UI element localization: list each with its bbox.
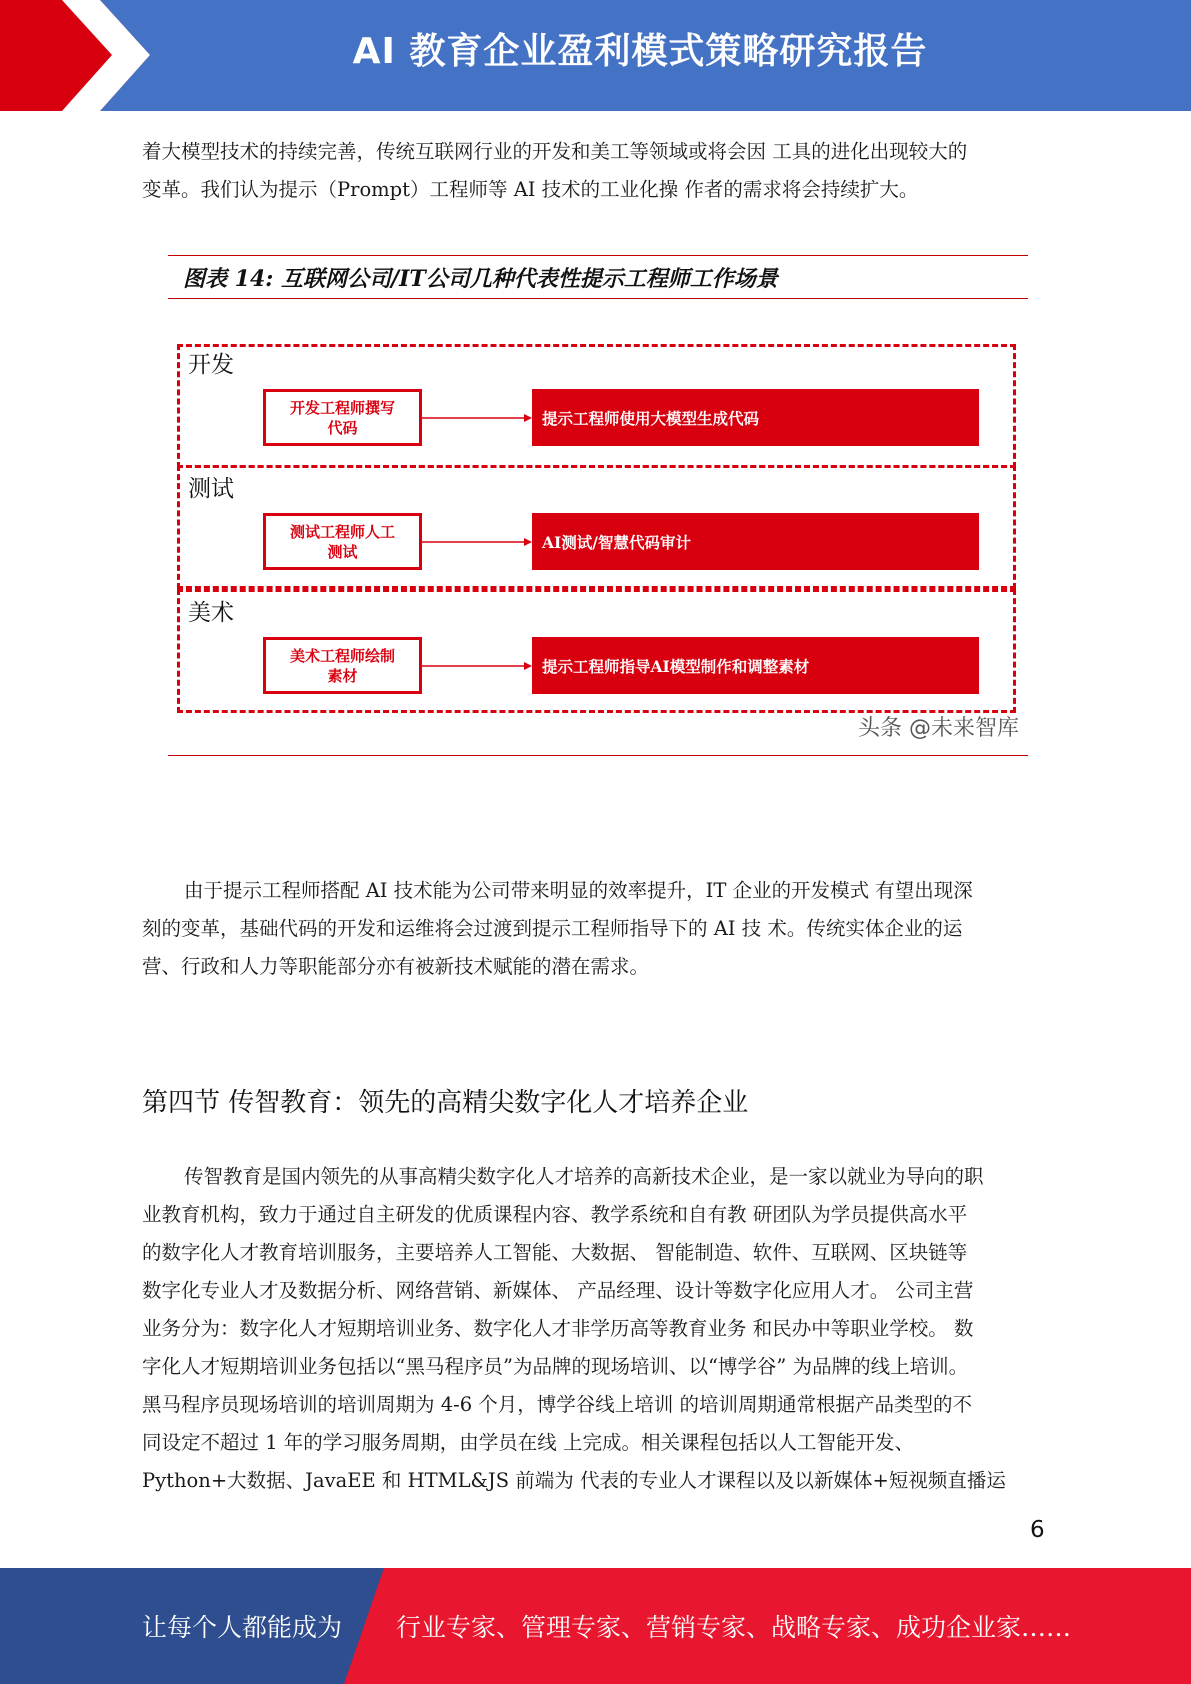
paragraph-line: 由于提示工程师搭配 AI 技术能为公司带来明显的效率提升，IT 企业的开发模式 有望出现深 [184,879,973,902]
report-title: AI 教育企业盈利模式策略研究报告 [352,31,928,72]
figure-bottom-rule [168,755,1028,756]
test-traditional-box: 测试工程师人工 测试 [263,513,422,570]
dev-section-label: 开发 [188,352,234,378]
figure-title-rule [168,298,1028,299]
test-ai-box: AI测试/智慧代码审计 [532,513,979,570]
header-chevron-decoration [0,0,160,111]
paragraph-line: 数字化专业人才及数据分析、网络营销、新媒体、 产品经理、设计等数字化应用人才。 公司主营 [142,1279,974,1302]
paragraph-line: 传智教育是国内领先的从事高精尖数字化人才培养的高新技术企业，是一家以就业为导向的职 [184,1165,984,1188]
page-header [0,0,1191,111]
art-arrow-icon [422,661,532,671]
figure-title: 图表 14: 互联网公司/IT公司几种代表性提示工程师工作场景 [183,266,778,292]
paragraph-company-intro [142,1158,1052,1500]
footer-slogan-right: 行业专家、管理专家、营销专家、战略专家、成功企业家…… [396,1613,1072,1642]
paragraph-line: 业教育机构，致力于通过自主研发的优质课程内容、教学系统和自有教 研团队为学员提供高水平 [142,1203,968,1226]
page-number: 6 [1030,1517,1045,1543]
art-traditional-box: 美术工程师绘制 素材 [263,637,422,694]
paragraph-line: 字化人才短期培训业务包括以“黑马程序员”为品牌的现场培训、以“博学谷” 为品牌的线上培训。 [142,1355,969,1378]
paragraph-line: 的数字化人才教育培训服务，主要培养人工智能、大数据、 智能制造、软件、互联网、区块链等 [142,1241,968,1264]
dev-traditional-box: 开发工程师撰写 代码 [263,389,422,446]
paragraph-line: 业务分为：数字化人才短期培训业务、数字化人才非学历高等教育业务 和民办中等职业学校。 数 [142,1317,974,1340]
footer-slogan-left: 让每个人都能成为 [142,1613,343,1642]
dev-ai-box: 提示工程师使用大模型生成代码 [532,389,979,446]
test-arrow-icon [422,537,532,547]
paragraph-line: 同设定不超过 1 年的学习服务周期，由学员在线 上完成。相关课程包括以人工智能开发、 [142,1431,915,1454]
paragraph-line: 黑马程序员现场培训的培训周期为 4-6 个月，博学谷线上培训 的培训周期通常根据产品类型的不 [142,1393,972,1416]
page-footer [0,1568,1191,1684]
paragraph-line: Python+大数据、JavaEE 和 HTML&JS 前端为 代表的专业人才课程以及以新媒体+短视频直播运 [142,1469,1006,1492]
paragraph-efficiency [142,872,1052,986]
paragraph-line: 变革。我们认为提示（Prompt）工程师等 AI 技术的工业化操 作者的需求将会持续扩大。 [142,178,919,201]
figure-top-rule [168,255,1028,256]
source-watermark: 头条 @未来智库 [858,716,1019,741]
test-section-label: 测试 [188,476,234,502]
section-heading: 第四节 传智教育：领先的高精尖数字化人才培养企业 [142,1088,749,1118]
paragraph-line: 着大模型技术的持续完善，传统互联网行业的开发和美工等领域或将会因 工具的进化出现较大的 [142,140,968,163]
art-section-label: 美术 [188,600,234,626]
art-ai-box: 提示工程师指导AI模型制作和调整素材 [532,637,979,694]
paragraph-line: 刻的变革，基础代码的开发和运维将会过渡到提示工程师指导下的 AI 技 术。传统实体企业的运 [142,917,963,940]
dev-arrow-icon [422,413,532,423]
intro-paragraph [142,133,1052,209]
paragraph-line: 营、行政和人力等职能部分亦有被新技术赋能的潜在需求。 [142,955,650,978]
